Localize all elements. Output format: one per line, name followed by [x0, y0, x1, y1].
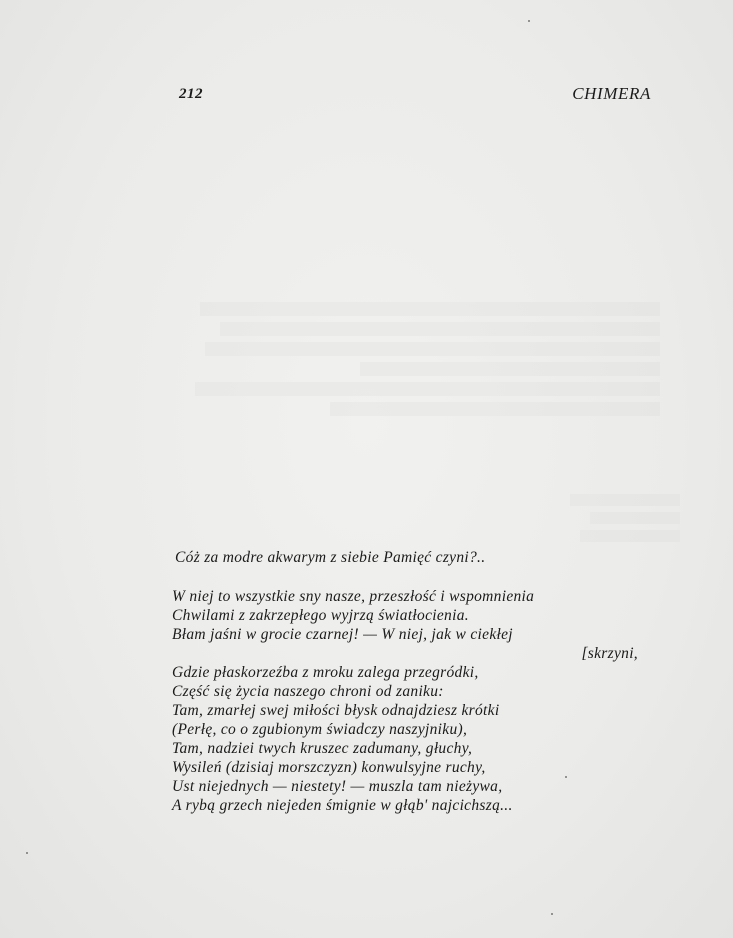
paper-speck — [528, 20, 530, 22]
poem-line: Tam, zmarłej swej miłości błysk odnajdziesz krótki — [172, 702, 500, 719]
poem-line: Tam, nadziei twych kruszec zadumany, głuchy, — [172, 740, 473, 757]
page-number: 212 — [179, 86, 203, 102]
running-title: CHIMERA — [572, 84, 651, 103]
poem-line-overflow: [skrzyni, — [581, 645, 638, 662]
show-through-bleed — [190, 296, 660, 476]
poem-line: (Perłę, co o zgubionym świadczy naszyjniku), — [172, 721, 468, 738]
poem-line: Chwilami z zakrzepłego wyjrzą światłocienia. — [172, 607, 469, 624]
poem-line: Błam jaśni w grocie czarnej! — W niej, jak w ciekłej — [172, 626, 513, 643]
poem-line: W niej to wszystkie sny nasze, przeszłość i wspomnienia — [172, 588, 535, 605]
poem — [172, 548, 652, 815]
paper-speck — [551, 913, 553, 915]
poem-line: Gdzie płaskorzeźba z mroku zalega przegródki, — [172, 664, 479, 681]
poem-opening-line: Cóż za modre akwarym z siebie Pamięć czyni?.. — [175, 549, 486, 566]
paper-speck — [26, 852, 28, 854]
poem-line: A rybą grzech niejeden śmignie w głąb' najcichszą... — [172, 797, 513, 814]
poem-line: Część się życia naszego chroni od zaniku: — [172, 683, 444, 700]
poem-line: Ust niejednych — niestety! — muszla tam nieżywa, — [172, 778, 503, 795]
poem-line: Wysileń (dzisiaj morszczyzn) konwulsyjne ruchy, — [172, 759, 486, 776]
paper-speck — [565, 776, 567, 778]
